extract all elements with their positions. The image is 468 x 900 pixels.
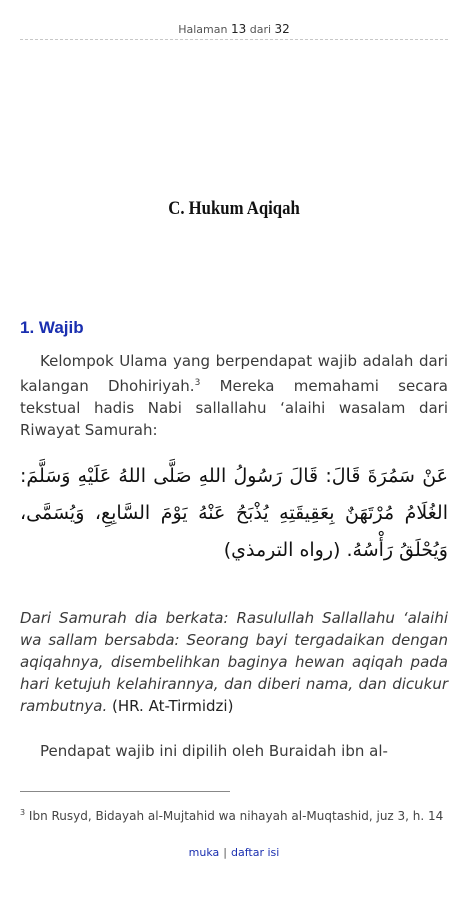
header-divider [20, 39, 448, 40]
paragraph-continued-text: Pendapat wajib ini dipilih oleh Buraidah ibn al- [40, 742, 388, 760]
footnote-text: Ibn Rusyd, Bidayah al-Mujtahid wa nihayah al-Muqtashid, juz 3, h. 14 [25, 809, 444, 823]
section-heading: 1. Wajib [20, 318, 84, 337]
translation-text: Dari Samurah dia berkata: Rasulullah Sallallahu ‘alaihi wa sallam bersabda: Seorang bayi tergadaikan dengan aqiqahnya, disembelihkan baginya hewan aqiqah pada hari ketujuh kelahirannya, dan diberi nama, dan dicukur rambutnya. [20, 609, 448, 715]
paragraph-intro [20, 350, 448, 441]
total-pages-number: 32 [274, 22, 290, 36]
home-link[interactable]: muka [188, 846, 220, 859]
hadith-translation [20, 607, 448, 717]
paragraph-continued [20, 740, 448, 762]
page-indicator [0, 22, 468, 36]
nav-separator: | [223, 846, 227, 859]
footnote-number: 3 [20, 808, 26, 817]
paragraph-intro-text-b: Mereka memahami secara tekstual hadis Nabi sallallahu ‘alaihi wasalam dari Riwayat Samurah: [20, 377, 448, 439]
arabic-hadith-text: عَنْ سَمُرَةَ قَالَ: قَالَ رَسُولُ اللهِ صَلَّى اللهُ عَلَيْهِ وَسَلَّمَ: الغُلَامُ مُرْتَهَنٌ بِعَقِيقَتِهِ يُذْبَحُ عَنْهُ يَوْمَ السَّابِعِ، وَيُسَمَّى، وَيُحْلَقُ رَأْسُهُ. (رواه الترمذي) [20, 465, 448, 561]
footnote [20, 804, 448, 825]
footnote-reference[interactable]: 3 [194, 378, 201, 388]
table-of-contents-link[interactable]: daftar isi [231, 846, 280, 859]
footer-navigation [0, 846, 468, 859]
chapter-title: C. Hukum Aqiqah [168, 198, 300, 219]
footnote-divider [20, 791, 230, 792]
page-prefix: Halaman [178, 23, 228, 36]
translation-source: (HR. At-Tirmidzi) [112, 697, 234, 715]
current-page-number: 13 [230, 22, 247, 36]
paragraph-intro-text-a: Kelompok Ulama yang berpendapat wajib adalah dari kalangan Dhohiriyah. [20, 352, 448, 395]
page-middle-word: dari [249, 23, 272, 36]
